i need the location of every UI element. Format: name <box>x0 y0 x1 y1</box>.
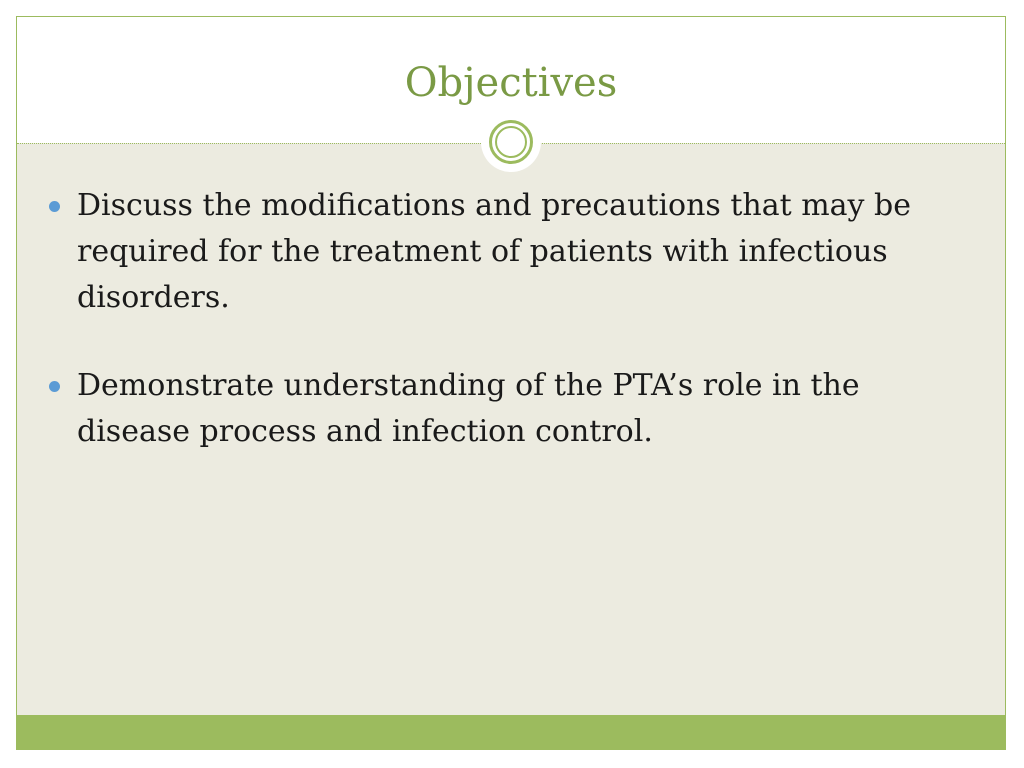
bullet-item <box>47 363 957 455</box>
inner-ring-ornament-icon <box>495 126 527 158</box>
bullet-text: Demonstrate understanding of the PTA’s role in the disease process and infection control. <box>77 368 860 449</box>
bullet-list <box>47 183 957 497</box>
bullet-dot-icon <box>49 201 60 212</box>
slide-title: Objectives <box>404 60 618 106</box>
bullet-text: Discuss the modifications and precautions that may be required for the treatment of patients with infectious disorders. <box>77 188 911 315</box>
bullet-item <box>47 183 957 321</box>
slide <box>16 16 1006 750</box>
bullet-dot-icon <box>49 381 60 392</box>
footer-bar <box>17 715 1005 749</box>
